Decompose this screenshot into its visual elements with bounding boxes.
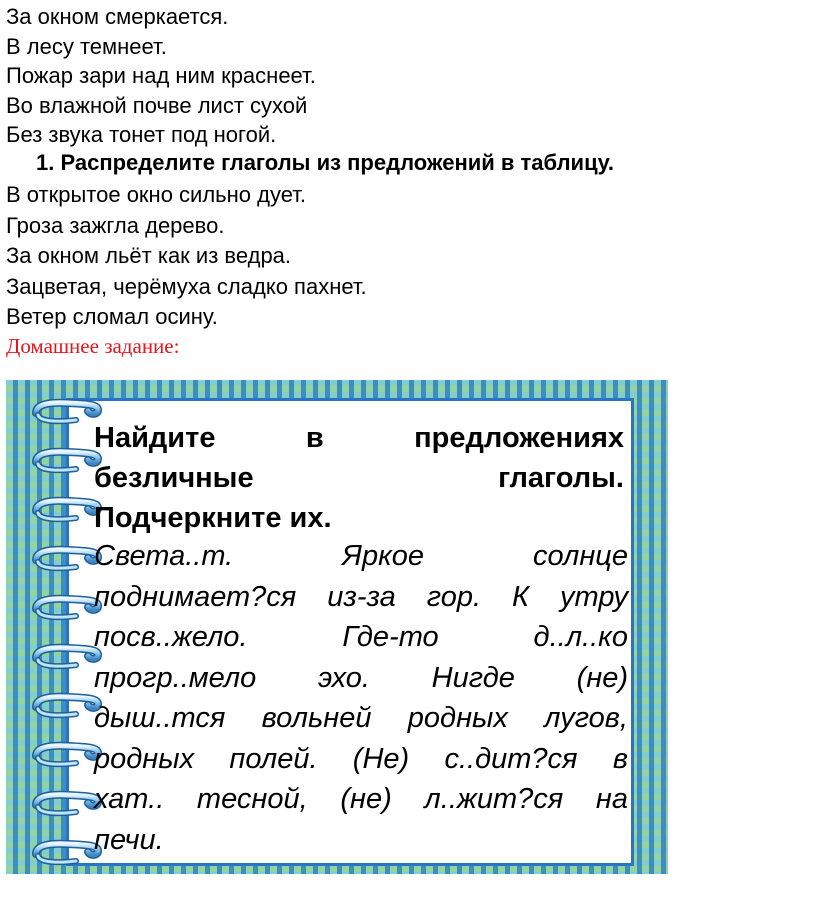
sentence-list bbox=[6, 180, 367, 333]
card-body-line: родных полей. (Не) с..дит?ся в bbox=[94, 742, 628, 775]
sentence: Гроза зажгла дерево. bbox=[6, 212, 225, 238]
card-body-line: хат.. тесной, (не) л..жит?ся на bbox=[94, 783, 628, 815]
task-heading: 1. Распределите глаголы из предложений в таблицу. bbox=[36, 150, 615, 175]
card-body-line: прогр..мело эхо. Нигде (не) bbox=[94, 661, 628, 694]
poem bbox=[6, 2, 316, 150]
sentence: Ветер сломал осину. bbox=[6, 304, 218, 329]
homework-label: Домашнее задание: bbox=[6, 334, 180, 358]
card-body-line: Света..т. Яркое солнце bbox=[94, 540, 628, 572]
binder-ring-icon bbox=[30, 643, 104, 673]
binder-ring-icon bbox=[30, 447, 104, 477]
binder-ring-icon bbox=[30, 839, 104, 869]
poem-line: Без звука тонет под ногой. bbox=[6, 122, 277, 147]
poem-line: За окном смеркается. bbox=[6, 4, 229, 29]
card-body-line: дыш..тся вольней родных лугов, bbox=[94, 702, 628, 734]
card-heading-line: безличные глаголы. bbox=[94, 462, 624, 494]
card-heading bbox=[94, 418, 624, 538]
binder-ring-icon bbox=[30, 692, 104, 722]
sentence: Зацветая, черёмуха сладко пахнет. bbox=[6, 273, 367, 299]
sentence: За окном льёт как из ведра. bbox=[6, 243, 292, 268]
card-body bbox=[94, 536, 628, 860]
poem-line: В лесу темнеет. bbox=[6, 33, 167, 59]
poem-line: Во влажной почве лист сухой bbox=[6, 92, 308, 118]
card-body-line: печи. bbox=[94, 823, 164, 856]
card-heading-line: Найдите в предложениях bbox=[94, 422, 624, 454]
binder-ring-icon bbox=[30, 741, 104, 771]
card-body-line: посв..жело. Где-то д..л..ко bbox=[94, 621, 628, 653]
poem-line: Пожар зари над ним краснеет. bbox=[6, 63, 316, 88]
binder-ring-icon bbox=[30, 545, 104, 575]
binder-ring-icon bbox=[30, 790, 104, 820]
sentence: В открытое окно сильно дует. bbox=[6, 182, 306, 207]
card-body-line: поднимает?ся из-за гор. К утру bbox=[94, 580, 628, 613]
binder-ring-icon bbox=[30, 496, 104, 526]
binder-ring-icon bbox=[30, 398, 104, 428]
card-heading-line: Подчеркните их. bbox=[94, 502, 332, 534]
binder-ring-icon bbox=[30, 594, 104, 624]
